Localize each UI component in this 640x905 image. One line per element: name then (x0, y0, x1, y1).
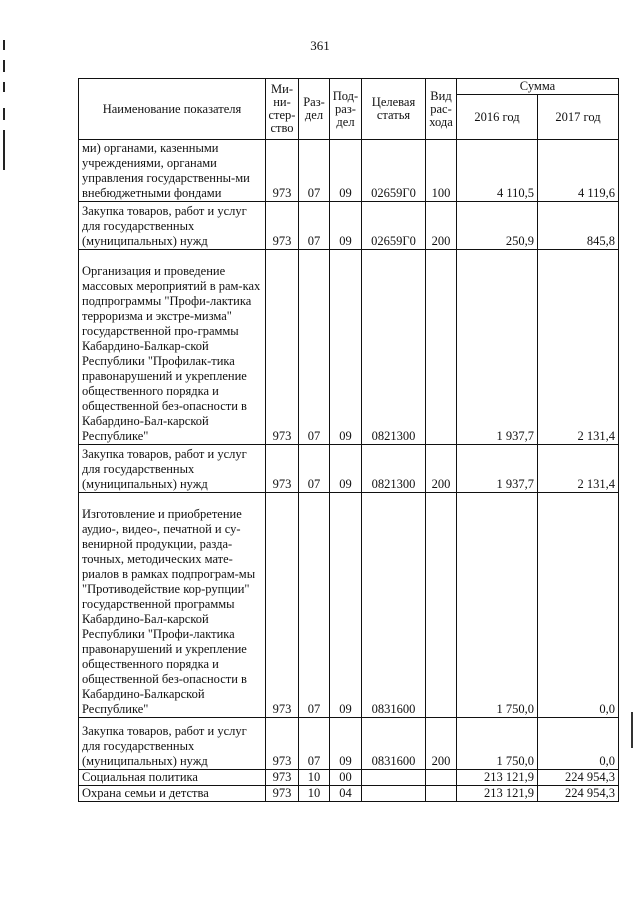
table-row (79, 493, 619, 718)
budget-table (78, 78, 619, 802)
row-section: 07 (299, 718, 330, 770)
row-section: 07 (299, 445, 330, 493)
row-target: 0831600 (362, 718, 426, 770)
row-2016: 250,9 (457, 202, 538, 250)
row-2016: 1 750,0 (457, 718, 538, 770)
row-2017: 224 954,3 (538, 786, 619, 802)
row-name: ми) органами, казенными учреждениями, органами управления государственны-ми внебюджетными фондами (79, 140, 266, 202)
row-type (426, 786, 457, 802)
header-name: Наименование показателя (79, 79, 266, 140)
row-ministry: 973 (266, 718, 299, 770)
header-year-2016: 2016 год (457, 95, 538, 140)
row-name: Охрана семьи и детства (79, 786, 266, 802)
row-2016: 213 121,9 (457, 770, 538, 786)
row-section: 07 (299, 140, 330, 202)
row-2017: 2 131,4 (538, 445, 619, 493)
header-year-2017: 2017 год (538, 95, 619, 140)
header-ministry: Ми- ни- стер- ство (266, 79, 299, 140)
table-row (79, 250, 619, 445)
row-target: 02659Г0 (362, 202, 426, 250)
row-name: Закупка товаров, работ и услуг для государственных (муниципальных) нужд (79, 445, 266, 493)
row-2016: 1 937,7 (457, 445, 538, 493)
row-2016: 1 937,7 (457, 250, 538, 445)
row-subsection: 09 (330, 250, 362, 445)
row-2017: 224 954,3 (538, 770, 619, 786)
header-sum: Сумма (457, 79, 619, 95)
table-row (79, 445, 619, 493)
row-subsection: 09 (330, 718, 362, 770)
row-section: 07 (299, 250, 330, 445)
header-expense-type: Вид рас- хода (426, 79, 457, 140)
row-section: 10 (299, 786, 330, 802)
table-row (79, 202, 619, 250)
row-2017: 4 119,6 (538, 140, 619, 202)
table-row (79, 718, 619, 770)
row-2017: 2 131,4 (538, 250, 619, 445)
row-section: 07 (299, 202, 330, 250)
margin-mark-right (631, 712, 633, 748)
row-ministry: 973 (266, 493, 299, 718)
row-ministry: 973 (266, 445, 299, 493)
row-name: Изготовление и приобретение аудио-, видео-, печатной и су-венирной продукции, разда-точных, методических мате-риалов в рамках подпрограм-мы "Противодействие кор-рупции" государственной программы Кабардино-Бал-карской Республики "Профи-лактика правонарушений и укрепление общественного порядка и общественной без-опасности в Кабардино-Балкарской Республике" (79, 493, 266, 718)
row-2016: 213 121,9 (457, 786, 538, 802)
page-number: 361 (310, 38, 330, 53)
row-target (362, 770, 426, 786)
row-type (426, 250, 457, 445)
row-type: 200 (426, 202, 457, 250)
row-target: 02659Г0 (362, 140, 426, 202)
row-2016: 4 110,5 (457, 140, 538, 202)
row-section: 07 (299, 493, 330, 718)
row-target: 0831600 (362, 493, 426, 718)
header-target: Целевая статья (362, 79, 426, 140)
row-name: Организация и проведение массовых мероприятий в рам-ках подпрограммы "Профи-лактика терроризма и экстре-мизма" государственной про-граммы Кабардино-Балкар-ской Республики "Профилак-тика правонарушений и укрепление общественного порядка и общественной без-опасности в Кабардино-Бал-карской Республике" (79, 250, 266, 445)
row-subsection: 09 (330, 140, 362, 202)
row-target (362, 786, 426, 802)
row-2017: 0,0 (538, 718, 619, 770)
row-target: 0821300 (362, 250, 426, 445)
row-ministry: 973 (266, 140, 299, 202)
table-row (79, 786, 619, 802)
row-ministry: 973 (266, 786, 299, 802)
row-name: Социальная политика (79, 770, 266, 786)
table-row (79, 140, 619, 202)
row-2017: 845,8 (538, 202, 619, 250)
row-type (426, 493, 457, 718)
header-subsection: Под- раз- дел (330, 79, 362, 140)
row-section: 10 (299, 770, 330, 786)
row-type: 100 (426, 140, 457, 202)
table-row (79, 770, 619, 786)
row-name: Закупка товаров, работ и услуг для государственных (муниципальных) нужд (79, 202, 266, 250)
header-section: Раз- дел (299, 79, 330, 140)
row-subsection: 09 (330, 493, 362, 718)
row-subsection: 00 (330, 770, 362, 786)
row-target: 0821300 (362, 445, 426, 493)
row-ministry: 973 (266, 770, 299, 786)
header-row-top (79, 79, 619, 95)
row-subsection: 09 (330, 445, 362, 493)
row-2017: 0,0 (538, 493, 619, 718)
row-ministry: 973 (266, 250, 299, 445)
row-type: 200 (426, 445, 457, 493)
row-subsection: 09 (330, 202, 362, 250)
row-ministry: 973 (266, 202, 299, 250)
row-2016: 1 750,0 (457, 493, 538, 718)
row-subsection: 04 (330, 786, 362, 802)
row-type: 200 (426, 718, 457, 770)
row-name: Закупка товаров, работ и услуг для государственных (муниципальных) нужд (79, 718, 266, 770)
row-type (426, 770, 457, 786)
